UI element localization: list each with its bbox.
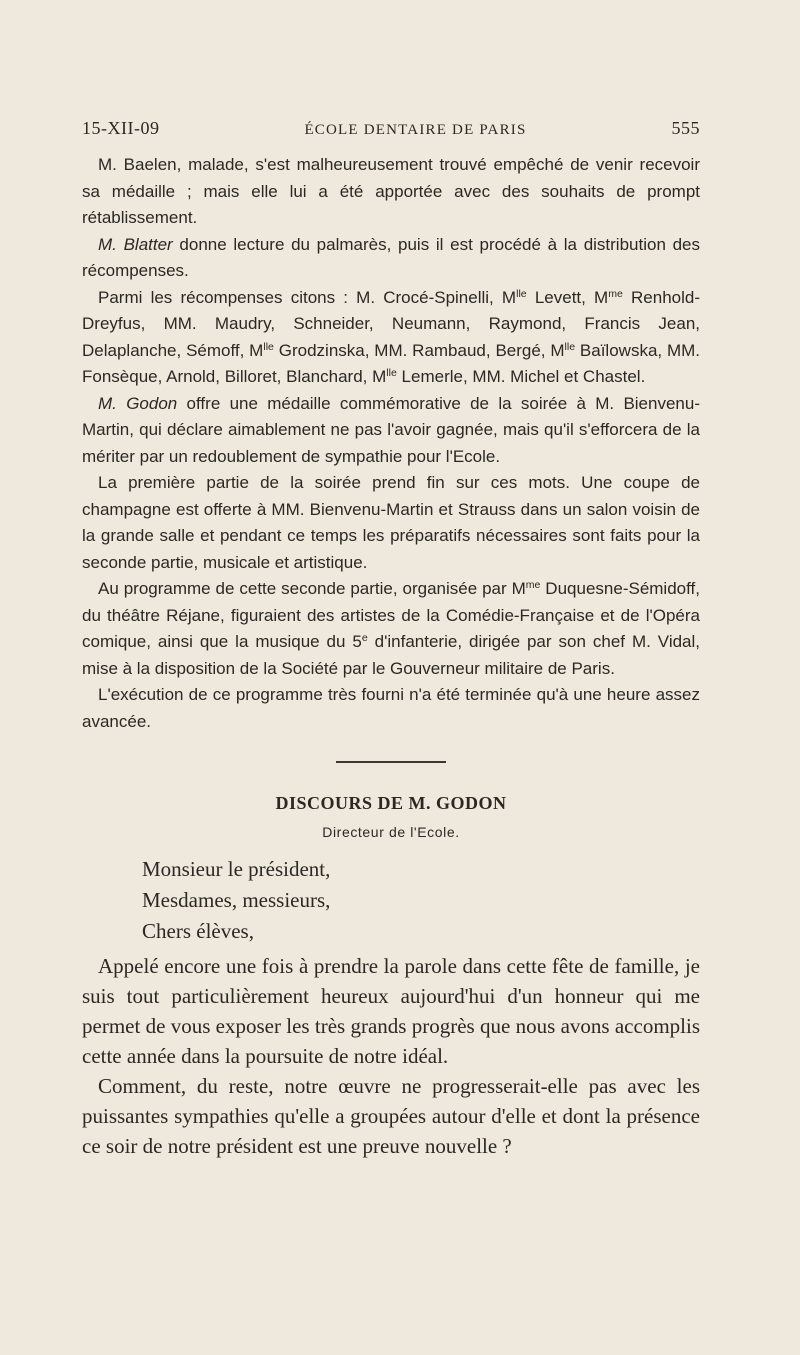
paragraph-baelen: M. Baelen, malade, s'est malheureusement trouvé empêché de venir recevoir sa médaille ; mais elle lui a été apportée avec des souhaits de prompt rétablissement. [82,155,700,227]
paragraph-blatter-text: donne lecture du palmarès, puis il est procédé à la distribution des récompenses. [82,234,700,280]
section-divider [336,761,446,763]
speech-body [82,951,700,1161]
superscript: lle [516,287,527,300]
journal-title: ÉCOLE DENTAIRE DE PARIS [304,122,527,138]
paragraph-godon-text: offre une médaille commémorative de la soirée à M. Bienvenu-Martin, qui déclare aimablement ne pas l'avoir gagnée, mais qu'il s'efforcera de la mériter par un redoublement de sympathie pour l'Ecole. [82,393,700,466]
programme-text-c: d'infanterie, dirigée par son chef M. Vidal, mise à la disposition de la Société par le Gouverneur militaire de Paris. [82,632,700,678]
superscript: me [525,579,541,592]
paragraph-execution: L'exécution de ce programme très fourni n'a été terminée qu'à une heure assez avancée. [82,685,700,731]
speech-title: DISCOURS DE M. GODON [275,793,507,813]
name-blatter: M. Blatter [98,234,173,254]
superscript: lle [263,340,274,353]
salutations [142,854,700,947]
programme-text-a: Au programme de cette seconde partie, organisée par M [98,579,526,598]
paragraph-godon-medal [82,391,700,471]
issue-date: 15-XII-09 [82,118,160,138]
recompenses-text-f: Lemerle, MM. Michel et Chastel. [396,367,646,386]
recompenses-text-a: Parmi les récompenses citons : M. Crocé-Spinelli, M [98,287,517,307]
recompenses-text-c: Renhold-Dreyfus, MM. Maudry, Schneider, Neumann, Raymond, Francis Jean, Delaplanche, Sémoff, M [82,287,701,360]
speech-paragraph: Appelé encore une fois à prendre la parole dans cette fête de famille, je suis tout particulièrement heureux aujourd'hui d'un honneur qui me permet de vous exposer les très grands progrès que nous avons accomplis cette année dans la poursuite de notre idéal. [82,954,700,1068]
salutation-line: Chers élèves, [142,919,254,943]
running-head [82,118,700,152]
programme-text-b: Duquesne-Sémidoff, du théâtre Réjane, figuraient des artistes de la Comédie-Française et de l'Opéra comique, ainsi que la musique du 5 [82,579,700,651]
recompenses-text-b: Levett, M [526,287,609,307]
paragraph-recompenses [82,285,700,391]
superscript: lle [386,367,397,380]
page [82,118,700,1161]
paragraph-blatter [82,232,700,285]
speech-subtitle: Directeur de l'Ecole. [322,824,460,840]
salutation-line: Mesdames, messieurs, [142,888,331,912]
speech-paragraph: Comment, du reste, notre œuvre ne progresserait-elle pas avec les puissantes sympathies qu'elle a groupées autour d'elle et dont la présence ce soir de notre président est une preuve nouvelle ? [82,1074,700,1158]
paragraph-programme [82,576,700,682]
superscript: me [608,287,623,300]
name-godon: M. Godon [98,393,178,413]
page-number: 555 [671,118,700,138]
superscript: lle [564,340,576,353]
recompenses-text-e: Baïlowska, MM. Fonsèque, Arnold, Billoret, Blanchard, M [82,340,701,386]
salutation-line: Monsieur le président, [142,857,331,881]
report-section [82,152,700,735]
recompenses-text-d: Grodzinska, MM. Rambaud, Bergé, M [273,340,565,360]
superscript: e [361,632,368,645]
paragraph-champagne: La première partie de la soirée prend fin sur ces mots. Une coupe de champagne est offerte à MM. Bienvenu-Martin et Strauss dans un salon voisin de la grande salle et pendant ce temps les préparatifs nécessaires sont faits pour la seconde partie, musicale et artistique. [82,473,700,572]
